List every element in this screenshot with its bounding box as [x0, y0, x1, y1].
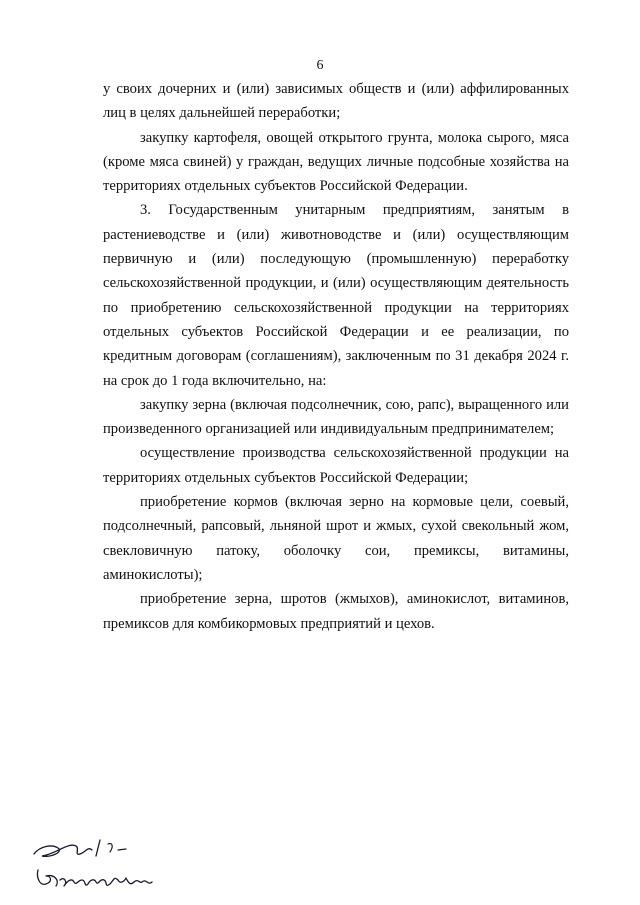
document-body [103, 77, 569, 636]
paragraph-6: приобретение кормов (включая зерно на кормовые цели, соевый, подсолнечный, рапсовый, льняной шрот и жмых, сухой свекольный жом, свекловичную патоку, оболочку сои, премиксы, витамины, аминокислоты); [103, 494, 569, 583]
page-number: 6 [316, 58, 324, 73]
paragraph-7: приобретение зерна, шротов (жмыхов), аминокислот, витаминов, премиксов для комбикормовых предприятий и цехов. [103, 591, 569, 632]
paragraph-5: осуществление производства сельскохозяйственной продукции на территориях отдельных субъектов Российской Федерации; [103, 445, 569, 486]
paragraph-1: у своих дочерних и (или) зависимых обществ и (или) аффилированных лиц в целях дальнейшей переработки; [103, 81, 569, 122]
paragraph-2: закупку картофеля, овощей открытого грунта, молока сырого, мяса (кроме мяса свиней) у граждан, ведущих личные подсобные хозяйства на территориях отдельных субъектов Российской Федерации. [103, 129, 569, 195]
handwritten-signature [30, 832, 170, 902]
paragraph-3: 3. Государственным унитарным предприятиям, занятым в растениеводстве и (или) животноводстве и (или) осуществляющим первичную и (или) последующую (промышленную) переработку сельскохозяйственной продукции, и (или) осуществляющим деятельность по приобретению сельскохозяйственной продукции на территориях отдельных субъектов Российской Федерации и ее реализации, по кредитным договорам (соглашениям), заключенным по 31 декабря 2024 г. на срок до 1 года включительно, на: [103, 202, 569, 389]
signature-drawing [30, 832, 170, 902]
paragraph-4: закупку зерна (включая подсолнечник, сою, рапс), выращенного или произведенного организацией или индивидуальным предпринимателем; [103, 396, 569, 438]
